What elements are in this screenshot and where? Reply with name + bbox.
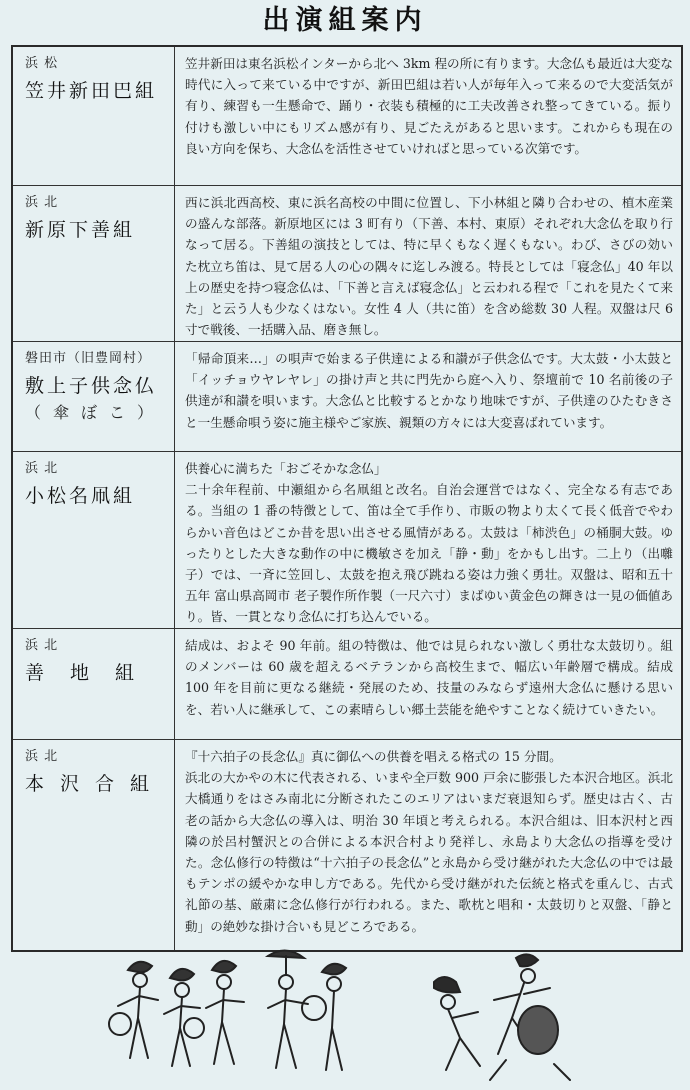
group-description-cell bbox=[175, 629, 681, 739]
group-description: 供養心に満ちた「おごそかな念仏」 二十余年程前、中瀬組から名凧組と改名。自治会運営ではなく、完全なる有志である。当組の 1 番の特徴として、笛は全て手作り、市販の物より太くて長く低音でやわらかい音色はどこか昔を思い出させる風情がある。太鼓は「柿渋色」の桶胴大鼓。ゆったりとした大きな動作の中に機敏さを加え「静・動」をかもし出す。二上り（出囃子）では、一斉に笠回し、太鼓を抱え飛び跳ねる姿は力強く勇壮。双盤は、昭和五十五年 富山県高岡市 老子製作所作製（一尺六寸）まばゆい黄金色の輝きは一見の価値あり。皆、一貫となり念仏に打ち込んでいる。 bbox=[185, 461, 673, 625]
group-region: 浜 北 bbox=[25, 749, 59, 764]
drummers-illustration bbox=[420, 948, 580, 1086]
group-row-shinbara-shimozen bbox=[13, 186, 681, 342]
group-name: 小松名凧組 bbox=[25, 485, 136, 507]
page-title: 出演組案内 bbox=[262, 5, 428, 36]
group-row-komatsu-nadako bbox=[13, 452, 681, 629]
group-label-cell bbox=[13, 47, 175, 185]
dancers-illustration bbox=[108, 948, 358, 1086]
group-region: 磐田市（旧豊岡村） bbox=[25, 351, 152, 366]
group-region: 浜 北 bbox=[25, 195, 59, 210]
group-label-cell bbox=[13, 740, 175, 950]
group-row-zenchi bbox=[13, 629, 681, 740]
group-label-cell bbox=[13, 452, 175, 628]
group-row-kasai-shinden bbox=[13, 47, 681, 186]
group-description-cell bbox=[175, 452, 681, 628]
group-subname: （傘ぼこ） bbox=[25, 403, 166, 422]
group-description-cell bbox=[175, 47, 681, 185]
group-region: 浜 北 bbox=[25, 461, 59, 476]
group-description: 西に浜北西高校、東に浜名高校の中間に位置し、下小林組と隣り合わせの、植木産業の盛んな部落。新原地区には 3 町有り（下善、本村、東原）それぞれ大念仏を取り行なって居る。下善組の演技としては、特に早くもなく遅くもない。わび、さびの効いた枕立ち笛は、見て居る人の心の隅々に迄しみ渡る。特長としては「寝念仏」40 年以上の歴史を持つ寝念仏は、「下善と言えば寝念仏」と云われる程で「これを見たくて来た」と云う人も少なくはない。女性 4 人（共に笛）を含め総数 30 人程。双盤は尺 6 寸で戦後、一括購入品、磨き無し。 bbox=[185, 195, 673, 338]
group-description-cell bbox=[175, 186, 681, 341]
group-label-cell bbox=[13, 629, 175, 739]
group-name: 敷上子供念仏 bbox=[25, 375, 158, 397]
group-name: 新原下善組 bbox=[25, 219, 136, 241]
group-description-cell bbox=[175, 342, 681, 451]
group-row-motozawaai bbox=[13, 740, 681, 950]
group-name: 笠井新田巴組 bbox=[25, 80, 158, 102]
group-label-cell bbox=[13, 342, 175, 451]
group-description-cell bbox=[175, 740, 681, 950]
group-description: 「帰命頂来…」の唄声で始まる子供達による和讃が子供念仏です。大太鼓・小太鼓と「イッチョウヤレヤレ」の掛け声と共に門先から庭へ入り、祭壇前で 10 名前後の子供達が和讃を唄います。大念仏と比較するとかなり地味ですが、子供達のひたむきさと一生懸命唄う姿に施主様やご家族、親類の方々には大変喜ばれています。 bbox=[185, 351, 673, 430]
group-row-shikiage-kodomo bbox=[13, 342, 681, 452]
group-description: 結成は、およそ 90 年前。組の特徴は、他では見られない激しく勇壮な太鼓切り。組のメンバーは 60 歳を超えるベテランから高校生まで、幅広い年齢層で構成。結成 100 年を目前に更なる継続・発展のため、技量のみならず遠州大念仏に懸ける思いを、若い人に継承して、この素晴らしい郷土芸能を絶やすことなく続けていきたい。 bbox=[185, 638, 673, 717]
group-name: 本沢合組 bbox=[25, 773, 166, 795]
group-region: 浜 北 bbox=[25, 638, 59, 653]
group-description: 笠井新田は東名浜松インターから北へ 3km 程の所に有ります。大念仏も最近は大変な時代に入って来ている中ですが、新田巴組は若い人が毎年入って来るので大変活気が有り、練習も一生懸命で、踊り・衣装も積極的に工夫改善され整ってきている。振り付けも激しい中にもリズム感が有り、見ごたえがあると思います。これからも現在の良い方向を保ち、大念仏を活性させていければと思っている次第です。 bbox=[185, 56, 673, 156]
group-region: 浜 松 bbox=[25, 56, 59, 71]
group-description: 『十六拍子の長念仏』真に御仏への供養を唱える格式の 15 分間。 浜北の大かやの木に代表される、いまや全戸数 900 戸余に膨張した本沢合地区。浜北大橋通りをはさみ南北に分断されたこのエリアはいまだ衰退知らず。歴史は古く、古老の話から大念仏の導入は、明治 30 年頃と考えられる。本沢合組は、旧本沢村と西隣の於呂村蟹沢との合併による本沢合村より発祥し、永島より大念仏の指導を受けた。念仏修行の特徴は“十六拍子の長念仏”と永島から受け継がれた大念仏の中では最もテンポの緩やかな申し方である。先代から受け継がれた伝統と格式を重んじ、古式礼節の基、厳粛に念仏修行が行われる。また、歌枕と唱和・太鼓切りと双盤、「静と動」の絶妙な掛け合いも見どころである。 bbox=[185, 749, 673, 934]
program-table bbox=[11, 45, 683, 952]
group-label-cell bbox=[13, 186, 175, 341]
group-name: 善地組 bbox=[25, 662, 161, 684]
